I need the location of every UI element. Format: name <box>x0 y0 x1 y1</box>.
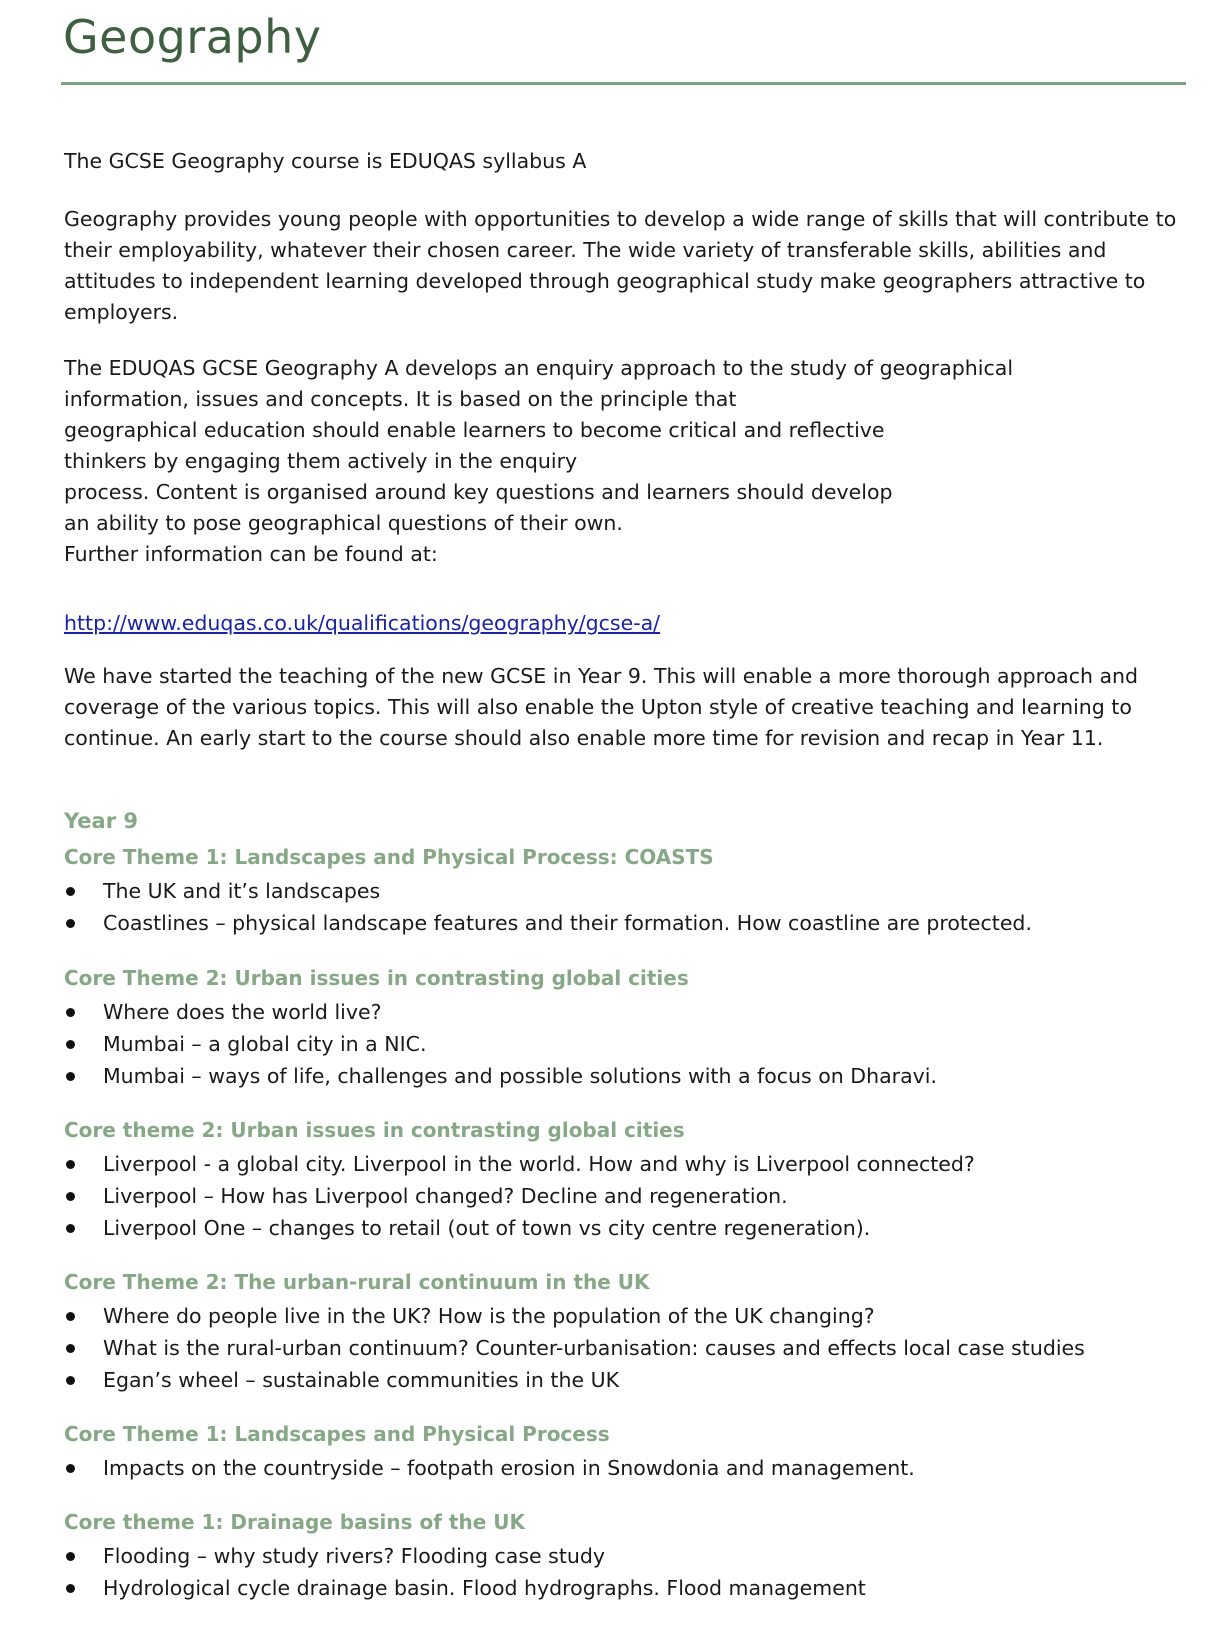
list-item <box>64 1364 1085 1396</box>
intro-paragraph-2: The EDUQAS GCSE Geography A develops an enquiry approach to the study of geographical information, issues and concepts. It is based on the principle that geographical education should enable learners to become critical and reflective thinkers by engaging them actively in the enquiry process. Content is organised around key questions and learners should develop an ability to pose geographical questions of their own. Further information can be found at: <box>64 356 1014 566</box>
year-heading: Year 9 <box>64 809 138 833</box>
list-item-text: Where do people live in the UK? How is the population of the UK changing? <box>103 1304 875 1328</box>
bullet-icon <box>66 887 75 896</box>
list-item <box>64 1212 975 1244</box>
list-item-text: The UK and it’s landscapes <box>103 879 381 903</box>
bullet-icon <box>66 1464 75 1473</box>
list-item <box>64 875 1032 907</box>
section-list <box>64 875 1032 939</box>
bullet-icon <box>66 919 75 928</box>
eduqas-link[interactable]: http://www.eduqas.co.uk/qualifications/geography/gcse-a/ <box>64 611 661 635</box>
section-heading: Core theme 2: Urban issues in contrasting global cities <box>64 1118 685 1142</box>
section-list <box>64 1300 1085 1396</box>
list-item-text: Liverpool – How has Liverpool changed? Decline and regeneration. <box>103 1184 788 1208</box>
section-heading: Core Theme 1: Landscapes and Physical Process <box>64 1422 610 1446</box>
title-underline <box>61 82 1186 85</box>
list-item <box>64 1060 937 1092</box>
bullet-icon <box>66 1552 75 1561</box>
bullet-icon <box>66 1312 75 1321</box>
section-list <box>64 1452 915 1484</box>
list-item <box>64 1572 866 1604</box>
intro-paragraph-3: We have started the teaching of the new GCSE in Year 9. This will enable a more thorough approach and coverage of the various topics. This will also enable the Upton style of creative teaching and learning to continue. An early start to the course should also enable more time for revision and recap in Year 11. <box>64 664 1139 750</box>
list-item <box>64 1300 1085 1332</box>
list-item-text: Mumbai – ways of life, challenges and possible solutions with a focus on Dharavi. <box>103 1064 937 1088</box>
section-list <box>64 1540 866 1604</box>
bullet-icon <box>66 1160 75 1169</box>
bullet-icon <box>66 1584 75 1593</box>
section-list <box>64 996 937 1092</box>
list-item-text: Where does the world live? <box>103 1000 382 1024</box>
list-item-text: Egan’s wheel – sustainable communities in the UK <box>103 1368 620 1392</box>
list-item-text: Liverpool One – changes to retail (out of town vs city centre regeneration). <box>103 1216 871 1240</box>
list-item <box>64 1180 975 1212</box>
list-item-text: Impacts on the countryside – footpath erosion in Snowdonia and management. <box>103 1456 915 1480</box>
section-heading: Core theme 1: Drainage basins of the UK <box>64 1510 525 1534</box>
list-item <box>64 1540 866 1572</box>
list-item <box>64 1028 937 1060</box>
bullet-icon <box>66 1040 75 1049</box>
intro-paragraph-1: Geography provides young people with opportunities to develop a wide range of skills that will contribute to their employability, whatever their chosen career. The wide variety of transferable skills, abilities and attitudes to independent learning developed through geographical study make geographers attractive to employers. <box>64 207 1177 324</box>
course-statement: The GCSE Geography course is EDUQAS syllabus A <box>64 149 587 173</box>
list-item <box>64 996 937 1028</box>
bullet-icon <box>66 1224 75 1233</box>
list-item <box>64 1332 1085 1364</box>
bullet-icon <box>66 1344 75 1353</box>
list-item-text: Mumbai – a global city in a NIC. <box>103 1032 427 1056</box>
list-item-text: Hydrological cycle drainage basin. Flood hydrographs. Flood management <box>103 1576 866 1600</box>
section-heading: Core Theme 2: Urban issues in contrasting global cities <box>64 966 689 990</box>
list-item <box>64 1452 915 1484</box>
bullet-icon <box>66 1192 75 1201</box>
list-item-text: Liverpool - a global city. Liverpool in the world. How and why is Liverpool connected? <box>103 1152 975 1176</box>
section-list <box>64 1148 975 1244</box>
bullet-icon <box>66 1008 75 1017</box>
page-title: Geography <box>63 10 322 64</box>
list-item-text: What is the rural-urban continuum? Counter-urbanisation: causes and effects local case studies <box>103 1336 1085 1360</box>
bullet-icon <box>66 1376 75 1385</box>
section-heading: Core Theme 1: Landscapes and Physical Process: COASTS <box>64 845 714 869</box>
section-heading: Core Theme 2: The urban-rural continuum in the UK <box>64 1270 650 1294</box>
list-item <box>64 907 1032 939</box>
list-item-text: Flooding – why study rivers? Flooding case study <box>103 1544 606 1568</box>
list-item-text: Coastlines – physical landscape features and their formation. How coastline are protected. <box>103 911 1032 935</box>
bullet-icon <box>66 1072 75 1081</box>
list-item <box>64 1148 975 1180</box>
